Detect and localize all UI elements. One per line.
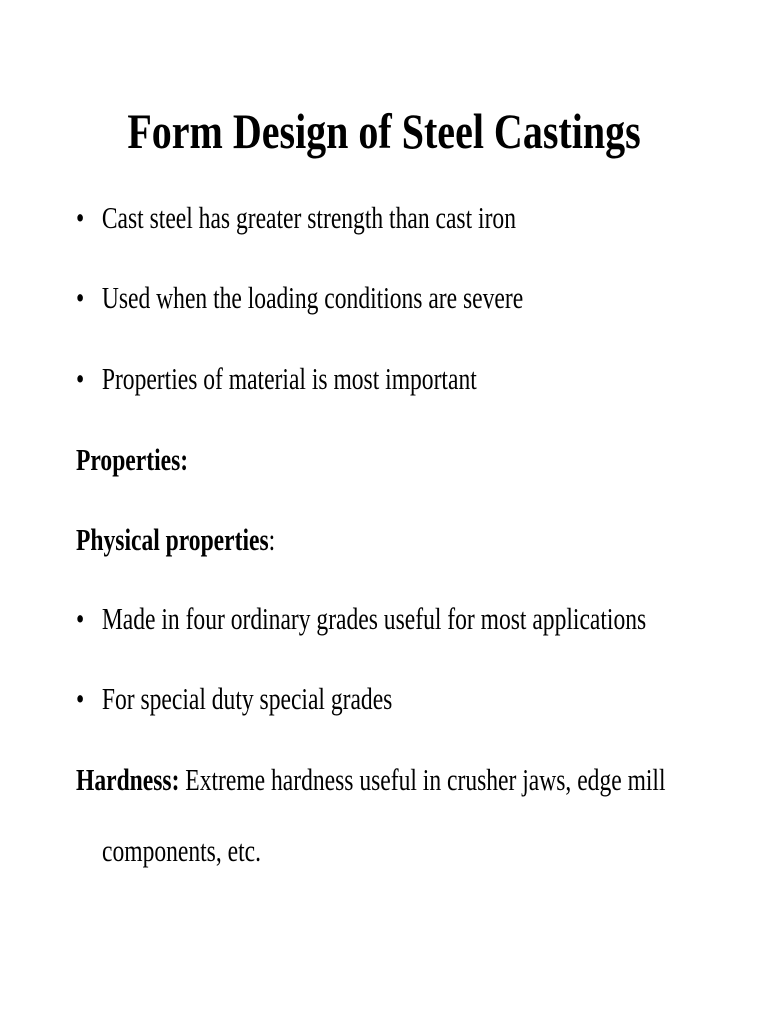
bullet-text: For special duty special grades (101, 681, 393, 716)
bullet-item (76, 198, 730, 238)
hardness-paragraph (76, 760, 730, 800)
bullet-icon: • (76, 361, 85, 396)
hardness-continuation: components, etc. (102, 833, 261, 868)
bullet-icon: • (76, 200, 85, 235)
physical-properties-colon: : (268, 522, 276, 557)
bullet-icon: • (76, 601, 85, 636)
bullet-text: Used when the loading conditions are severe (101, 280, 524, 315)
bullet-item (76, 679, 730, 719)
bullet-text: Made in four ordinary grades useful for most applications (101, 601, 647, 636)
bullet-icon: • (76, 681, 85, 716)
properties-heading: Properties: (76, 442, 189, 477)
bullet-text: Properties of material is most important (101, 361, 477, 396)
physical-properties-label: Physical properties (76, 522, 269, 557)
slide-title: Form Design of Steel Castings (127, 103, 641, 159)
hardness-label: Hardness: (76, 762, 180, 797)
bullet-item (76, 278, 730, 318)
physical-properties-heading (76, 520, 730, 560)
hardness-text: Extreme hardness useful in crusher jaws, edge mill (179, 762, 666, 797)
bullet-item (76, 359, 730, 399)
bullet-icon: • (76, 280, 85, 315)
bullet-text: Cast steel has greater strength than cast iron (101, 200, 516, 235)
bullet-item (76, 599, 730, 639)
